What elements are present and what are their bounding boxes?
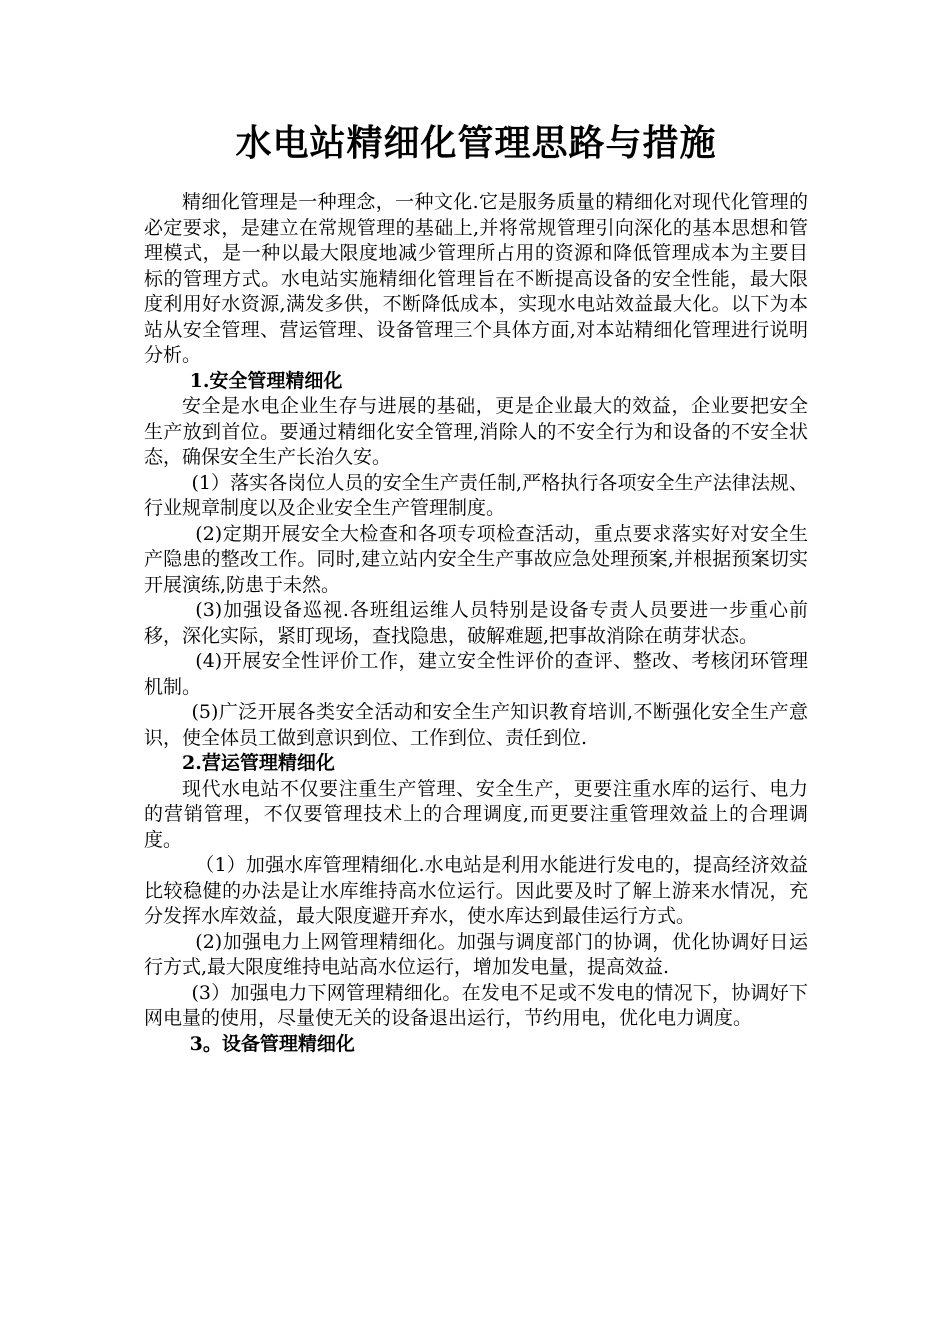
section-heading: 3。设备管理精细化 (189, 1032, 355, 1055)
paragraph: (1）落实各岗位人员的安全生产责任制,严格执行各项安全生产法律法规、行业规章制度以及企业安全生产管理制度。 (144, 471, 808, 519)
section-equipment (144, 1032, 808, 1058)
document-title: 水电站精细化管理思路与措施 (235, 122, 717, 164)
paragraph: (3）加强电力下网管理精细化。在发电不足或不发电的情况下，协调好下网电量的使用，尽量使无关的设备退出运行，节约用电，优化电力调度。 (144, 981, 808, 1029)
document-page (144, 118, 808, 1057)
paragraph: (5)广泛开展各类安全活动和安全生产知识教育培训,不断强化安全生产意识，使全体员工做到意识到位、工作到位、责任到位. (144, 701, 808, 749)
section-heading: 1.安全管理精细化 (189, 369, 343, 392)
paragraph: 安全是水电企业生存与进展的基础，更是企业最大的效益，企业要把安全生产放到首位。要通过精细化安全管理,消除人的不安全行为和设备的不安全状态，确保安全生产长治久安。 (144, 395, 808, 468)
paragraph: 现代水电站不仅要注重生产管理、安全生产，更要注重水库的运行、电力的营销管理，不仅要管理技术上的合理调度,而更要注重管理效益上的合理调度。 (144, 777, 808, 851)
section-safety (144, 369, 808, 752)
section-operations (144, 751, 808, 1032)
section-heading: 2.营运管理精细化 (182, 752, 335, 774)
paragraph: (2)加强电力上网管理精细化。加强与调度部门的协调，优化协调好日运行方式,最大限度维持电站高水位运行，增加发电量，提高效益. (144, 930, 808, 978)
paragraph: (4)开展安全性评价工作，建立安全性评价的查评、整改、考核闭环管理机制。 (144, 650, 808, 698)
paragraph: (3)加强设备巡视.各班组运维人员特别是设备专责人员要进一步重心前移，深化实际，紧盯现场，查找隐患，破解难题,把事故消除在萌芽状态。 (144, 599, 808, 647)
paragraph: (2)定期开展安全大检查和各项专项检查活动，重点要求落实好对安全生产隐患的整改工作。同时,建立站内安全生产事故应急处理预案,并根据预案切实开展演练,防患于未然。 (144, 522, 808, 596)
intro-paragraph: 精细化管理是一种理念，一种文化.它是服务质量的精细化对现代化管理的必定要求，是建立在常规管理的基础上,并将常规管理引向深化的基本思想和管理模式，是一种以最大限度地减少管理所占用的资源和降低管理成本为主要目标的管理方式。水电站实施精细化管理旨在不断提高设备的安全性能，最大限度利用好水资源,满发多供，不断降低成本，实现水电站效益最大化。以下为本站从安全管理、营运管理、设备管理三个具体方面,对本站精细化管理进行说明分析。 (144, 191, 808, 366)
paragraph: （1）加强水库管理精细化.水电站是利用水能进行发电的，提高经济效益比较稳健的办法是让水库维持高水位运行。因此要及时了解上游来水情况，充分发挥水库效益，最大限度避开弃水，使水库达到最佳运行方式。 (144, 854, 808, 927)
